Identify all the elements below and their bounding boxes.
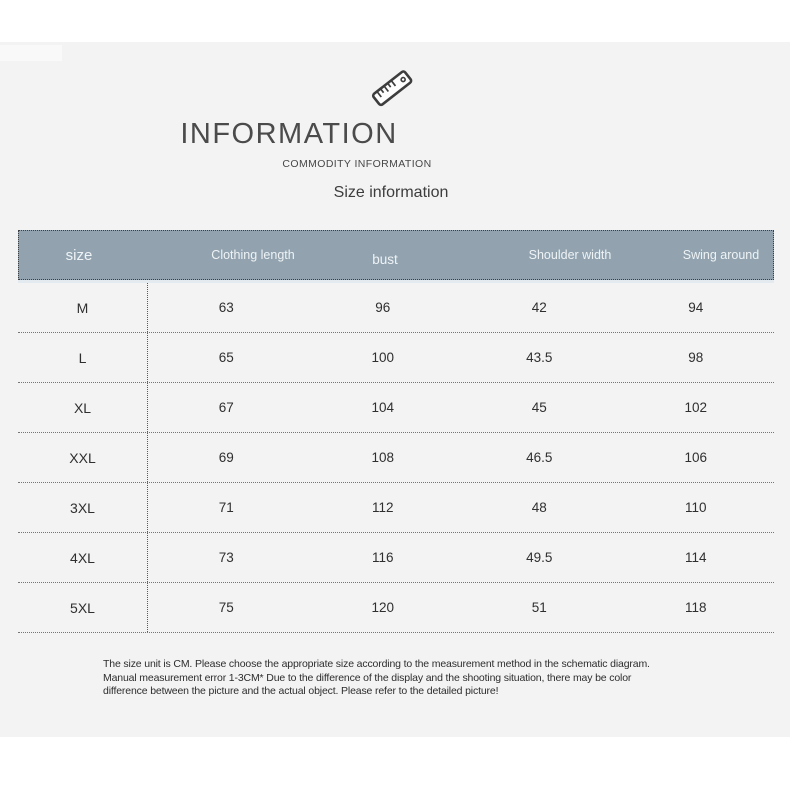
swing-around-value: 106 xyxy=(684,450,708,465)
bust-value: 120 xyxy=(371,600,395,615)
column-header-swing-around: Swing around xyxy=(682,248,760,262)
column-header-bust: bust xyxy=(372,251,398,267)
swing-around-value: 114 xyxy=(684,550,707,565)
size-note-line: difference between the picture and the actual object. Please refer to the detailed picture! xyxy=(103,685,499,697)
section-title: Size information xyxy=(333,184,449,201)
clothing-length-value: 63 xyxy=(218,300,234,315)
swing-around-value: 98 xyxy=(688,350,704,365)
shoulder-width-value: 43.5 xyxy=(526,350,553,365)
size-note-line: Manual measurement error 1-3CM* Due to the difference of the display and the shooting situation, there may be color xyxy=(103,671,632,684)
size-note-line: The size unit is CM. Please choose the appropriate size according to the measurement method in the schematic diagram. xyxy=(103,658,650,670)
bust-value: 108 xyxy=(371,450,395,465)
bust-value: 104 xyxy=(371,400,395,415)
page-title: INFORMATION xyxy=(180,118,398,150)
bust-value: 116 xyxy=(371,550,394,565)
ruler-icon xyxy=(368,64,416,112)
size-info-panel xyxy=(0,42,790,737)
size-label: 3XL xyxy=(18,483,148,532)
clothing-length-value: 73 xyxy=(218,550,234,565)
size-table xyxy=(18,230,774,633)
table-row xyxy=(18,533,774,583)
table-row xyxy=(18,483,774,533)
size-label: XXL xyxy=(18,433,148,482)
swing-around-value: 94 xyxy=(688,300,704,315)
swing-around-value: 118 xyxy=(684,600,707,615)
table-row xyxy=(18,283,774,333)
table-row xyxy=(18,383,774,433)
size-label: 4XL xyxy=(18,533,148,582)
clothing-length-value: 71 xyxy=(218,500,234,515)
clothing-length-value: 65 xyxy=(218,350,234,365)
corner-smudge xyxy=(0,45,62,61)
clothing-length-value: 69 xyxy=(218,450,234,465)
shoulder-width-value: 46.5 xyxy=(526,450,553,465)
shoulder-width-value: 45 xyxy=(531,400,547,415)
size-table-header-row xyxy=(18,230,774,280)
bust-value: 112 xyxy=(371,500,394,515)
size-notes xyxy=(103,658,688,699)
shoulder-width-value: 48 xyxy=(531,500,547,515)
shoulder-width-value: 51 xyxy=(531,600,547,615)
swing-around-value: 102 xyxy=(684,400,708,415)
shoulder-width-value: 49.5 xyxy=(526,550,553,565)
bust-value: 100 xyxy=(371,350,395,365)
clothing-length-value: 75 xyxy=(218,600,234,615)
bust-value: 96 xyxy=(375,300,391,315)
table-row xyxy=(18,583,774,633)
swing-around-value: 110 xyxy=(684,500,707,515)
size-label: XL xyxy=(18,383,148,432)
clothing-length-value: 67 xyxy=(218,400,234,415)
table-row xyxy=(18,333,774,383)
size-label: M xyxy=(18,283,148,332)
shoulder-width-value: 42 xyxy=(531,300,547,315)
column-header-size: size xyxy=(65,246,93,264)
page-subtitle: COMMODITY INFORMATION xyxy=(282,158,432,170)
size-label: 5XL xyxy=(18,583,148,632)
size-label: L xyxy=(18,333,148,382)
column-header-shoulder-width: Shoulder width xyxy=(528,248,612,262)
column-header-clothing-length: Clothing length xyxy=(211,248,295,262)
table-row xyxy=(18,433,774,483)
